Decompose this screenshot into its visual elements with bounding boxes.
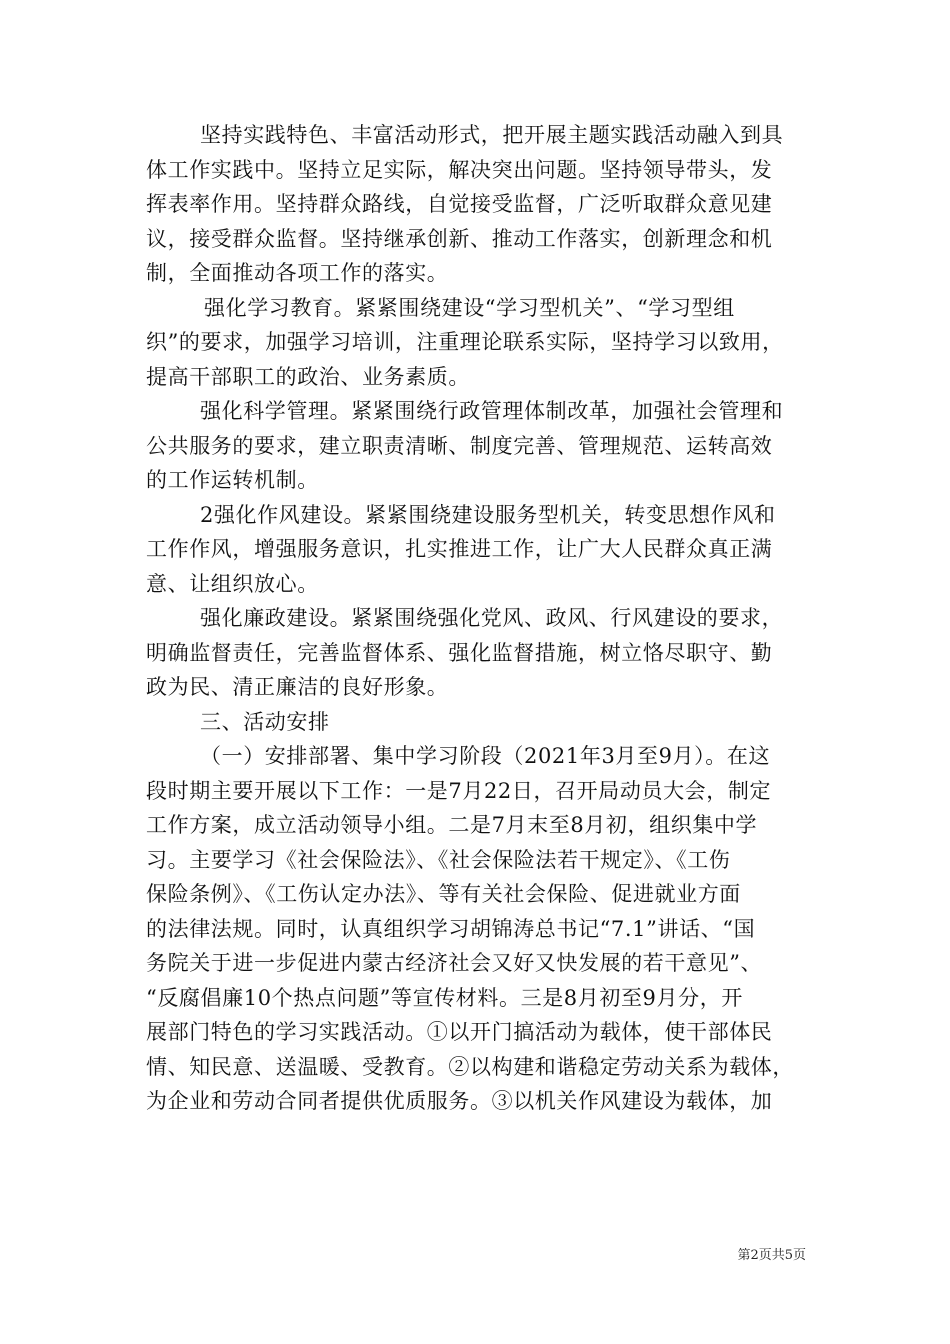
paragraph-line: 工作作风，增强服务意识，扎实推进工作，让广大人民群众真正满 [146,537,773,561]
paragraph-line: 段时期主要开展以下工作：一是7月22日，召开局动员大会，制定 [146,778,772,803]
paragraph-line: 的工作运转机制。 [146,468,319,492]
paragraph-line: 体工作实践中。坚持立足实际，解决突出问题。坚持领导带头，发 [146,157,773,182]
paragraph-line: 强化科学管理。紧紧围绕行政管理体制改革，加强社会管理和 [200,399,784,423]
paragraph-line: 展部门特色的学习实践活动。①以开门搞活动为载体，使干部体民 [146,1020,773,1044]
paragraph-line: 的法律法规。同时，认真组织学习胡锦涛总书记“7.1”讲话、“国 [146,916,756,941]
paragraph-line: 为企业和劳动合同者提供优质服务。③以机关作风建设为载体，加 [146,1089,773,1113]
paragraph-line: 工作方案，成立活动领导小组。二是7月末至8月初，组织集中学 [146,813,758,837]
paragraph-line: 情、知民意、送温暖、受教育。②以构建和谐稳定劳动关系为载体， [146,1054,794,1079]
paragraph-line: 织”的要求，加强学习培训，注重理论联系实际，坚持学习以致用， [146,330,784,354]
paragraph-line: 强化学习教育。紧紧围绕建设“学习型机关”、“学习型组 [204,295,735,320]
paragraph-line: 保险条例》、《工伤认定办法》、等有关社会保险、促进就业方面 [146,882,741,906]
paragraph-line: 制，全面推动各项工作的落实。 [146,261,449,285]
paragraph-line: 2强化作风建设。紧紧围绕建设服务型机关，转变思想作风和 [200,502,776,527]
document-body [146,118,806,1119]
paragraph-line: 挥表率作用。坚持群众路线，自觉接受监督，广泛听取群众意见建 [146,192,773,216]
paragraph-line: 强化廉政建设。紧紧围绕强化党风、政风、行风建设的要求， [200,606,784,630]
paragraph-line: 习。主要学习《社会保险法》、《社会保险法若干规定》、《工伤 [146,847,731,872]
paragraph-line: 意、让组织放心。 [146,571,319,596]
paragraph-line: 坚持实践特色、丰富活动形式，把开展主题实践活动融入到具 [200,123,784,147]
paragraph-line: 提高干部职工的政治、业务素质。 [146,364,470,389]
page-number-footer: 第2页共5页 [737,1248,806,1263]
paragraph-line: 公共服务的要求，建立职责清晰、制度完善、管理规范、运转高效 [146,433,773,458]
paragraph-line: 明确监督责任，完善监督体系、强化监督措施，树立恪尽职守、勤 [146,640,773,665]
paragraph-line: “反腐倡廉10个热点问题”等宣传材料。三是8月初至9月分，开 [146,985,743,1010]
paragraph-line: （一）安排部署、集中学习阶段（2021年3月至9月）。在这 [200,744,771,768]
paragraph-line: 议，接受群众监督。坚持继承创新、推动工作落实，创新理念和机 [146,226,773,251]
paragraph-line: 政为民、清正廉洁的良好形象。 [146,675,449,699]
paragraph-line: 务院关于进一步促进内蒙古经济社会又好又快发展的若干意见”、 [146,951,763,975]
section-heading: 三、活动安排 [200,709,330,734]
